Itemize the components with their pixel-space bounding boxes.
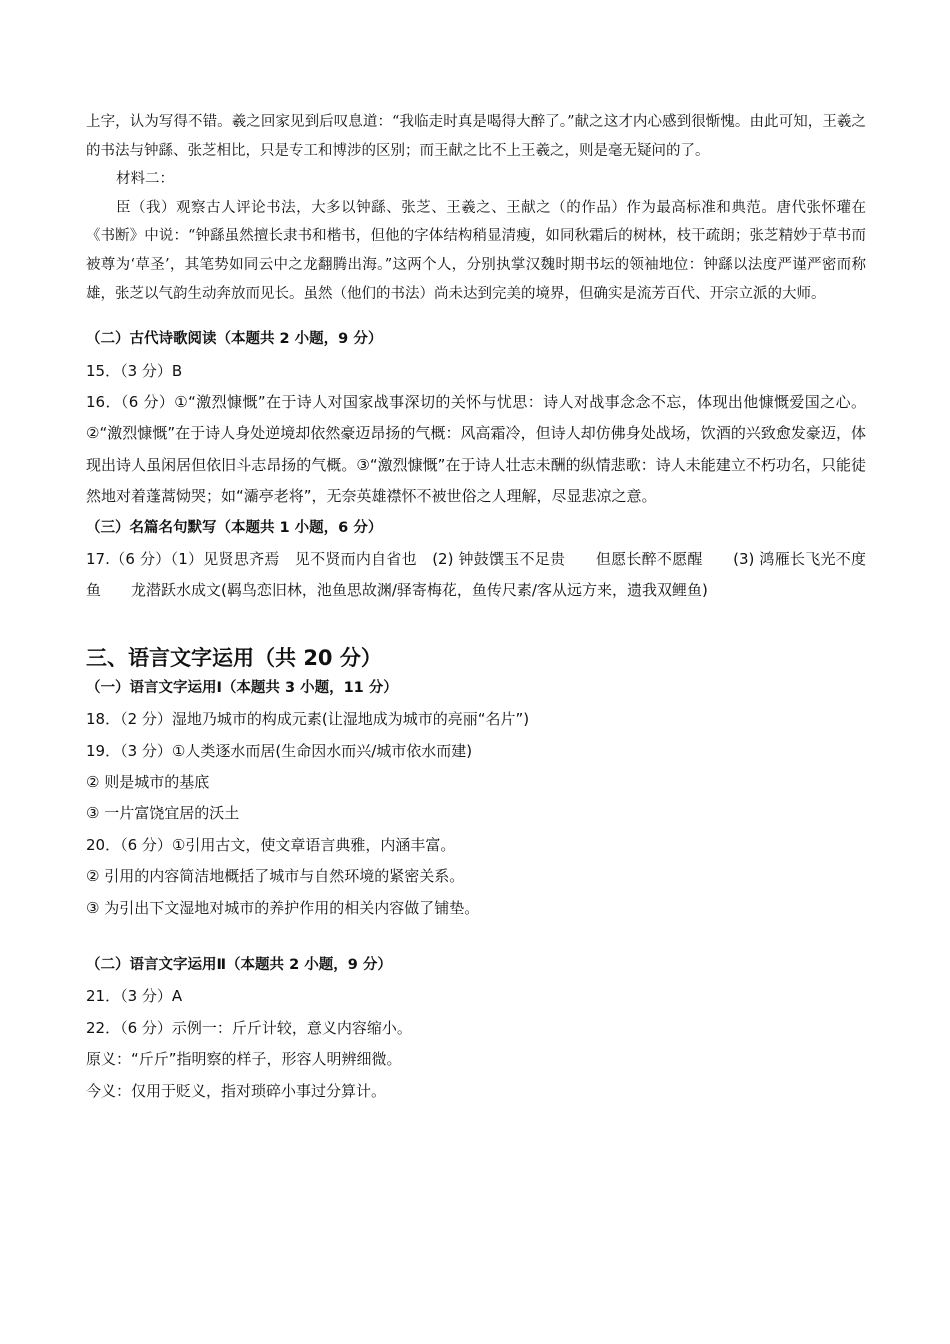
- part3-title-prefix: 三、语言文字运用（共: [86, 645, 304, 670]
- poetry-heading: （二）古代诗歌阅读（本题共 2 小题，9 分）: [86, 331, 383, 348]
- answer-20-point-2: ② 引用的内容简洁地概括了城市与自然环境的紧密关系。: [86, 867, 465, 886]
- language-use-1-heading: （一）语言文字运用Ⅰ（本题共 3 小题，11 分）: [86, 679, 398, 696]
- answer-15: 15．（3 分）B: [86, 361, 183, 380]
- material-2-label: 材料二：: [116, 171, 174, 188]
- recitation-section: [86, 513, 866, 607]
- answer-19-point-3: ③ 一片富饶宜居的沃土: [86, 804, 240, 823]
- recitation-heading: （三）名篇名句默写（本题共 1 小题，6 分）: [86, 519, 383, 536]
- poetry-section: [86, 324, 866, 512]
- answer-22-current-meaning: 今义：仅用于贬义，指对琐碎小事过分算计。: [86, 1081, 387, 1100]
- answer-18: 18．（2 分）湿地乃城市的构成元素(让湿地成为城市的亮丽“名片”): [86, 710, 530, 729]
- material-paragraph-1: 上字，认为写得不错。羲之回家见到后叹息道：“我临走时真是喝得大醉了。”献之这才内心感到很惭愧。由此可知，王羲之的书法与钟繇、张芝相比，只是专工和博涉的区别；而王献之比不上王羲之，则是毫无疑问的了。: [86, 114, 866, 159]
- answer-20-point-3: ③ 为引出下文湿地对城市的养护作用的相关内容做了铺垫。: [86, 898, 480, 917]
- language-use-section-1: [86, 673, 866, 924]
- part3-title: [86, 643, 866, 673]
- document-page: [86, 108, 866, 1107]
- language-use-section-2: [86, 950, 866, 1107]
- answer-19-point-2: ② 则是城市的基底: [86, 773, 210, 792]
- part3-title-score: 20: [303, 645, 333, 670]
- language-use-2-heading: （二）语言文字运用Ⅱ（本题共 2 小题，9 分）: [86, 957, 392, 974]
- answer-22-original-meaning: 原义：“斤斤”指明察的样子，形容人明辨细微。: [86, 1050, 402, 1069]
- answer-19: 19．（3 分）①人类逐水而居(生命因水而兴/城市依水而建): [86, 741, 473, 760]
- part3-title-suffix: 分）: [332, 645, 382, 670]
- answer-17: 17.（6 分）（1）见贤思齐焉 见不贤而内自省也 (2) 钟鼓馔玉不足贵 但愿长醉不愿醒 (3) 鸿雁长飞光不度鱼 龙潜跃水成文(羁鸟恋旧林，池鱼思故渊/驿寄梅花，鱼传尺素/客从远方来，遗我双鲤鱼): [86, 550, 866, 600]
- answer-20: 20．（6 分）①引用古文，使文章语言典雅，内涵丰富。: [86, 835, 456, 854]
- material-section: [86, 108, 866, 308]
- material-paragraph-2: 臣（我）观察古人评论书法，大多以钟繇、张芝、王羲之、王献之（的作品）作为最高标准和典范。唐代张怀瓘在《书断》中说：“钟繇虽然擅长隶书和楷书，但他的字体结构稍显清瘦，如同秋霜后的树林，枝干疏朗；张芝精妙于草书而被尊为‘草圣’，其笔势如同云中之龙翻腾出海。”这两个人，分别执掌汉魏时期书坛的领袖地位：钟繇以法度严谨严密而称雄，张芝以气韵生动奔放而见长。虽然（他们的书法）尚未达到完美的境界，但确实是流芳百代、开宗立派的大师。: [86, 199, 866, 302]
- answer-16: 16．（6 分）①“激烈慷慨”在于诗人对国家战事深切的关怀与忧思：诗人对战事念念不忘，体现出他慷慨爱国之心。②“激烈慷慨”在于诗人身处逆境却依然豪迈昂扬的气概：风高霜冷，但诗人却仿佛身处战场，饮酒的兴致愈发豪迈，体现出诗人虽闲居但依旧斗志昂扬的气概。③“激烈慷慨”在于诗人壮志未酬的纵情悲歌：诗人未能建立不朽功名，只能徒然地对着蓬蒿恸哭；如“灞亭老将”，无奈英雄襟怀不被世俗之人理解，尽显悲凉之意。: [86, 392, 866, 506]
- answer-21: 21．（3 分）A: [86, 987, 183, 1006]
- answer-22: 22．（6 分）示例一：斤斤计较，意义内容缩小。: [86, 1018, 412, 1037]
